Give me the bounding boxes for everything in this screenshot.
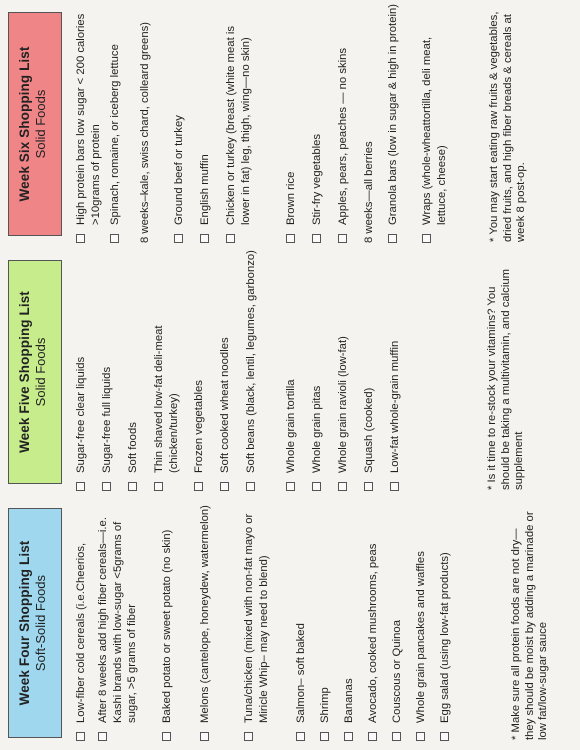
- list-item[interactable]: English muffin: [198, 0, 224, 244]
- checkbox-icon[interactable]: [98, 732, 107, 741]
- week-six-items: [74, 0, 452, 244]
- list-item: 8 weeks—all berries: [363, 141, 375, 243]
- checkbox-icon[interactable]: [286, 234, 295, 243]
- week-five-note: * Is it time to re-stock your vitamins? You should be taking a multivitamin, and calcium supplement: [486, 268, 525, 490]
- list-item[interactable]: Ground beef or turkey: [172, 0, 198, 244]
- week-four-note: * Make sure all protein foods are not dry—they should be moist by adding a marinade or low fat/low-sugar sauce: [510, 511, 549, 740]
- checkbox-icon[interactable]: [162, 732, 171, 741]
- list-item[interactable]: Sugar-free full liquids: [100, 246, 126, 492]
- week-four-items: [74, 496, 462, 742]
- checkbox-icon[interactable]: [174, 234, 183, 243]
- list-item[interactable]: Low-fiber cold cereals (i.e.Cheerios,: [74, 496, 96, 742]
- checkbox-icon[interactable]: [154, 482, 163, 491]
- checkbox-icon[interactable]: [220, 482, 229, 491]
- week-six-note: * You may start eating raw fruits & vegetables, dried fruits, and high fiber breads & cereals at week 8 post-op.: [488, 11, 527, 242]
- checkbox-icon[interactable]: [76, 234, 85, 243]
- checkbox-icon[interactable]: [194, 482, 203, 491]
- list-item[interactable]: Egg salad (using low-fat products): [438, 496, 462, 742]
- checkbox-icon[interactable]: [338, 234, 347, 243]
- checkbox-icon[interactable]: [422, 234, 431, 243]
- week-six-header: [8, 12, 62, 236]
- list-item[interactable]: Soft foods: [126, 246, 152, 492]
- list-item[interactable]: Soft cooked wheat noodles: [218, 246, 244, 492]
- week-four-column: [0, 496, 580, 742]
- checkbox-icon[interactable]: [110, 234, 119, 243]
- list-item[interactable]: Squash (cooked): [362, 246, 388, 492]
- checkbox-icon[interactable]: [344, 732, 353, 741]
- list-item[interactable]: Thin shaved low-fat deli-meat (chicken/turkey): [152, 246, 192, 492]
- list-item[interactable]: Avocado, cooked mushrooms, peas: [366, 496, 390, 742]
- list-item[interactable]: Melons (cantelope, honeydew, watermelon): [198, 496, 242, 742]
- checkbox-icon[interactable]: [440, 732, 449, 741]
- week-six-column: [0, 0, 580, 244]
- checkbox-icon[interactable]: [226, 234, 235, 243]
- list-item[interactable]: Chicken or turkey (breast (white meat is lower in fat) leg, thigh, wing—no skin): [224, 0, 284, 244]
- checkbox-icon[interactable]: [416, 732, 425, 741]
- checkbox-icon[interactable]: [102, 482, 111, 491]
- checkbox-icon[interactable]: [368, 732, 377, 741]
- checkbox-icon[interactable]: [390, 482, 399, 491]
- list-item[interactable]: Low-fat whole-grain muffin: [388, 246, 414, 492]
- week-six-title: Week Six Shopping List: [17, 46, 32, 202]
- week-four-title: Week Four Shopping List: [17, 540, 32, 706]
- list-item[interactable]: Whole grain pancakes and waffles: [414, 496, 438, 742]
- checkbox-icon[interactable]: [364, 482, 373, 491]
- list-item[interactable]: After 8 weeks add high fiber cereals—i.e. Kashi brands with low-sugar <5grams of sugar, >5 grams of fiber: [96, 496, 160, 742]
- checkbox-icon[interactable]: [246, 482, 255, 491]
- list-item[interactable]: Couscous or Quinoa: [390, 496, 414, 742]
- checkbox-icon[interactable]: [76, 732, 85, 741]
- list-item[interactable]: Shrimp: [318, 496, 342, 742]
- list-item[interactable]: Whole grain ravioli (low-fat): [336, 246, 362, 492]
- checkbox-icon[interactable]: [76, 482, 85, 491]
- checkbox-icon[interactable]: [312, 234, 321, 243]
- week-four-header: [8, 508, 62, 738]
- checkbox-icon[interactable]: [286, 482, 295, 491]
- list-item[interactable]: Bananas: [342, 496, 366, 742]
- list-item[interactable]: Stir-fry vegetables: [310, 0, 336, 244]
- week-five-items: [74, 246, 414, 492]
- list-item[interactable]: Baked potato or sweet potato (no skin): [160, 496, 198, 742]
- list-item[interactable]: High protein bars low sugar < 200 calories >10grams of protein: [74, 0, 108, 244]
- list-item: 8 weeks–kale, swiss chard, colleard greens): [139, 21, 151, 243]
- week-five-header: [8, 260, 62, 484]
- list-item[interactable]: Soft beans (black, lentil, legumes, garbonzo): [244, 246, 284, 492]
- list-item[interactable]: Wraps (whole-wheattortilla, deli meat, lettuce, cheese): [420, 0, 452, 244]
- week-five-column: [0, 246, 580, 492]
- list-item[interactable]: Whole grain pitas: [310, 246, 336, 492]
- checkbox-icon[interactable]: [338, 482, 347, 491]
- list-item[interactable]: Tuna/chicken (mixed with non-fat mayo or Miricle Whip– may need to blend): [242, 496, 294, 742]
- checkbox-icon[interactable]: [244, 732, 253, 741]
- list-item[interactable]: Granola bars (low in sugar & high in protein): [386, 0, 420, 244]
- checkbox-icon[interactable]: [296, 732, 305, 741]
- checkbox-icon[interactable]: [388, 234, 397, 243]
- week-four-subtitle: Soft-Solid Foods: [33, 574, 48, 672]
- checkbox-icon[interactable]: [392, 732, 401, 741]
- list-item[interactable]: Apples, pears, peaches — no skins: [336, 0, 362, 244]
- checkbox-icon[interactable]: [312, 482, 321, 491]
- list-item[interactable]: Frozen vegetables: [192, 246, 218, 492]
- week-five-title: Week Five Shopping List: [17, 291, 32, 453]
- list-item[interactable]: Spinach, romaine, or iceberg lettuce: [108, 0, 138, 244]
- checkbox-icon[interactable]: [128, 482, 137, 491]
- checkbox-icon[interactable]: [200, 234, 209, 243]
- week-six-subtitle: Solid Foods: [33, 89, 48, 159]
- checkbox-icon[interactable]: [320, 732, 329, 741]
- list-item[interactable]: Sugar-free clear liquids: [74, 246, 100, 492]
- checkbox-icon[interactable]: [200, 732, 209, 741]
- list-item[interactable]: Whole grain tortilla: [284, 246, 310, 492]
- list-item[interactable]: Salmon– soft baked: [294, 496, 318, 742]
- list-item[interactable]: Brown rice: [284, 0, 310, 244]
- week-five-subtitle: Solid Foods: [33, 337, 48, 407]
